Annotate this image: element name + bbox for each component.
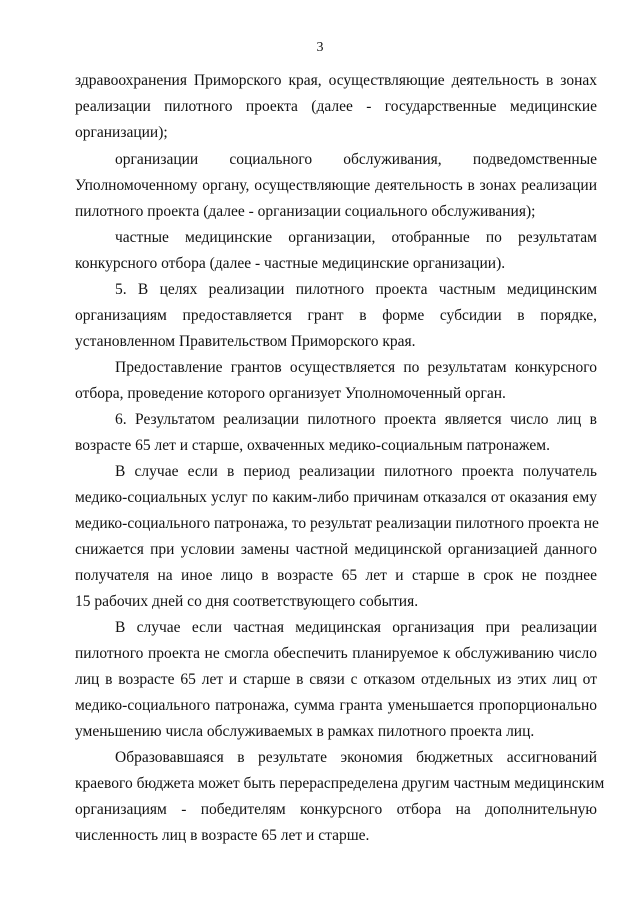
paragraph-section-6	[75, 407, 597, 459]
paragraph-refusal-replacement	[75, 459, 597, 615]
paragraph-private-medical-orgs	[75, 225, 597, 277]
text-line: организации социального обслуживания, подведомственные	[115, 151, 597, 168]
paragraph-social-service-orgs	[75, 147, 597, 225]
text-line: В случае если в период реализации пилотного проекта получатель	[115, 463, 597, 480]
text-line: организациям предоставляется грант в форме субсидии в порядке,	[75, 307, 597, 324]
paragraph-budget-savings	[75, 745, 605, 849]
text-line: реализации пилотного проекта (далее - государственные медицинские	[75, 98, 597, 115]
text-line: частные медицинские организации, отобранные по результатам	[115, 229, 597, 246]
text-line: численность лиц в возрасте 65 лет и старше.	[75, 827, 370, 844]
text-line: лиц в возрасте 65 лет и старше в связи с отказом отдельных из этих лиц от	[75, 671, 597, 688]
text-line: пилотного проекта (далее - организации социального обслуживания);	[75, 203, 536, 220]
text-line: краевого бюджета может быть перераспределена другим частным медицинским	[75, 775, 605, 792]
text-line: отбора, проведение которого организует Уполномоченный орган.	[75, 385, 506, 402]
text-line: снижается при условии замены частной медицинской организацией данного	[75, 541, 597, 558]
text-line: пилотного проекта не смогла обеспечить планируемое к обслуживанию число	[75, 645, 597, 662]
text-line: конкурсного отбора (далее - частные медицинские организации).	[75, 255, 506, 272]
text-line: В случае если частная медицинская организация при реализации	[115, 619, 597, 636]
text-line: 5. В целях реализации пилотного проекта частным медицинским	[115, 281, 597, 298]
text-line: медико-социальных услуг по каким-либо причинам отказался от оказания ему	[75, 489, 597, 506]
text-line: 15 рабочих дней со дня соответствующего события.	[75, 593, 419, 610]
text-line: организации);	[75, 124, 168, 141]
text-line: медико-социального патронажа, сумма гранта уменьшается пропорционально	[75, 697, 597, 714]
text-line: здравоохранения Приморского края, осуществляющие деятельность в зонах	[75, 72, 597, 89]
text-line: получателя на иное лицо в возрасте 65 лет и старше в срок не позднее	[75, 567, 597, 584]
text-line: возрасте 65 лет и старше, охваченных медико-социальным патронажем.	[75, 437, 550, 454]
text-line: установленном Правительством Приморского края.	[75, 333, 416, 350]
paragraph-grants	[75, 355, 597, 407]
text-line: Предоставление грантов осуществляется по результатам конкурсного	[115, 359, 597, 376]
text-line: уменьшению числа обслуживаемых в рамках пилотного проекта лиц.	[75, 723, 535, 740]
text-line: Уполномоченному органу, осуществляющие деятельность в зонах реализации	[75, 177, 597, 194]
paragraph-grant-reduction	[75, 615, 597, 745]
text-line: медико-социального патронажа, то результат реализации пилотного проекта не	[75, 515, 599, 532]
text-line: 6. Результатом реализации пилотного проекта является число лиц в	[115, 411, 597, 428]
text-line: Образовавшаяся в результате экономия бюджетных ассигнований	[115, 749, 597, 766]
page-number: 3	[316, 40, 324, 55]
text-line: организациям - победителям конкурсного отбора на дополнительную	[75, 801, 597, 818]
paragraph-section-5	[75, 277, 597, 355]
paragraph-state-medical-orgs	[75, 68, 597, 146]
